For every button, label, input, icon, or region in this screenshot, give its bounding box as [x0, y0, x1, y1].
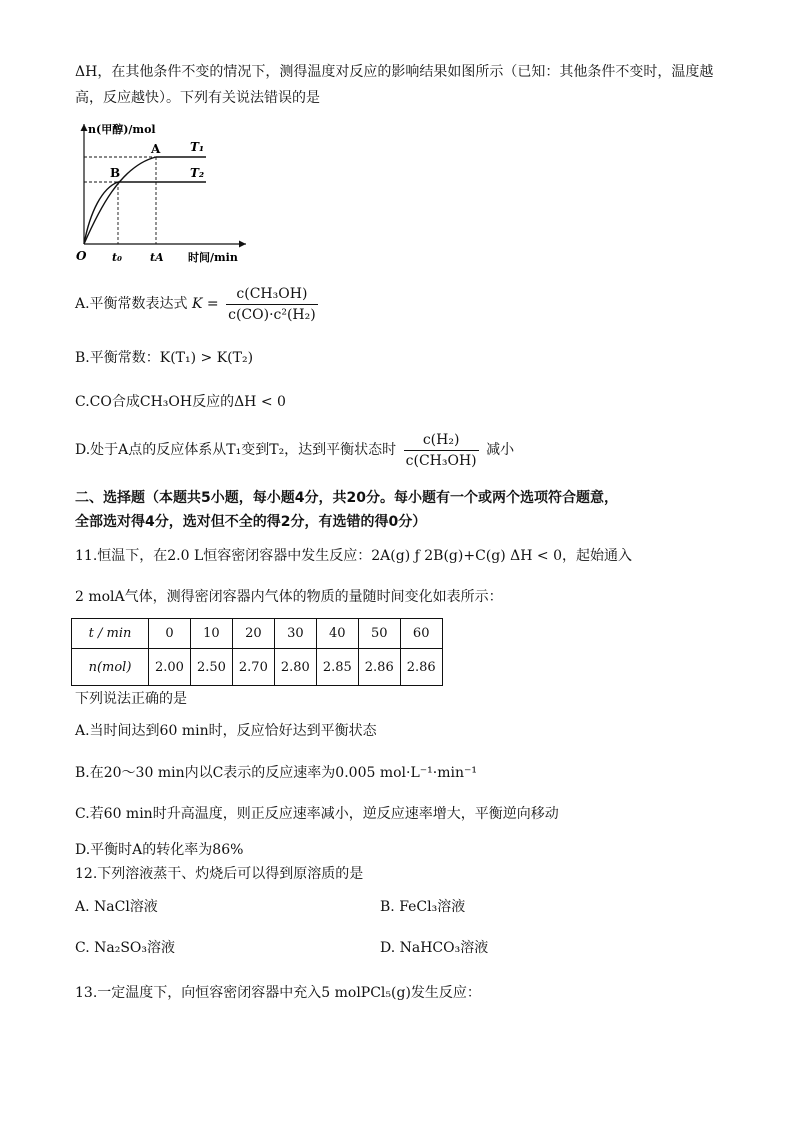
- q13-stem: 13.一定温度下，向恒容密闭容器中充入5 molPCl₅(g)发生反应：: [75, 985, 481, 1001]
- q12-option-c: C. Na₂SO₃溶液: [75, 940, 176, 956]
- table-cell: 2.80: [274, 649, 316, 686]
- tick-tA: tA: [150, 251, 164, 264]
- q11-option-b: B.在20～30 min内以C表示的反应速率为0.005 mol·L⁻¹·min⁻¹: [75, 765, 477, 781]
- curve-T2: [84, 182, 206, 244]
- table-row: [72, 619, 443, 649]
- q10-option-a: A.平衡常数表达式 K = $\frac{\text{c(CH₃OH)}}{\text{c(CO)·c²(H₂)}}$: [75, 285, 316, 323]
- q11-ask: 下列说法正确的是: [75, 691, 187, 707]
- q12-option-b: B. FeCl₃溶液: [380, 899, 466, 915]
- table-cell: 2.85: [316, 649, 358, 686]
- q11-stem-line-2: 2 molA气体，测得密闭容器内气体的物质的量随时间变化如表所示：: [75, 589, 503, 605]
- curve-T1-label: T₁: [190, 140, 205, 154]
- point-A-label: A: [151, 142, 161, 156]
- curve-T2-label: T₂: [190, 166, 205, 180]
- section-2-heading-line-1: 二、选择题（本题共5小题，每小题4分，共20分。每小题有一个或两个选项符合题意，: [75, 490, 618, 506]
- tick-t0: t₀: [112, 251, 122, 264]
- q12-option-d: D. NaHCO₃溶液: [380, 940, 489, 956]
- intro-line-1: ΔH，在其他条件不变的情况下，测得温度对反应的影响结果如图所示（已知：其他条件不变时，温度越: [75, 64, 714, 80]
- table-cell: 2.86: [400, 649, 442, 686]
- methanol-time-graph: [76, 120, 252, 268]
- table-header-cell: t / min: [72, 619, 149, 649]
- q11-option-c: C.若60 min时升高温度，则正反应速率减小，逆反应速率增大，平衡逆向移动: [75, 806, 559, 822]
- y-axis-label: n(甲醇)/mol: [88, 123, 156, 136]
- table-header-cell: 60: [400, 619, 442, 649]
- table-cell: n(mol): [72, 649, 149, 686]
- x-axis-label: 时间/min: [188, 251, 238, 264]
- intro-line-2: 高，反应越快）。下列有关说法错误的是: [75, 90, 320, 106]
- table-header-cell: 50: [358, 619, 400, 649]
- q10-option-b: B.平衡常数：K(T₁) > K(T₂): [75, 350, 254, 366]
- q11-option-d: D.平衡时A的转化率为86%: [75, 842, 244, 858]
- q10-a-fraction: $\frac{\text{c(CH₃OH)}}{\text{c(CO)·c²(H₂)}}$: [228, 285, 316, 323]
- q10-d-fraction: $\frac{\text{c(H₂)}}{\text{c(CH₃OH)}}$: [405, 431, 477, 469]
- table-cell: 2.00: [149, 649, 191, 686]
- q12-option-a: A. NaCl溶液: [75, 899, 158, 915]
- table-cell: 2.86: [358, 649, 400, 686]
- table-cell: 2.50: [190, 649, 232, 686]
- point-B-label: B: [110, 166, 121, 180]
- section-2-heading-line-2: 全部选对得4分，选对但不全的得2分，有选错的得0分）: [75, 514, 427, 530]
- table-header-cell: 30: [274, 619, 316, 649]
- q11-data-table: [71, 618, 443, 686]
- q12-stem: 12.下列溶液蒸干、灼烧后可以得到原溶质的是: [75, 866, 364, 882]
- table-header-cell: 10: [190, 619, 232, 649]
- q10-option-c: C.CO合成CH₃OH反应的ΔH < 0: [75, 394, 286, 410]
- q11-stem-line-1: 11.恒温下，在2.0 L恒容密闭容器中发生反应：2A(g) ƒ 2B(g)+C(g) ΔH < 0，起始通入: [75, 548, 632, 564]
- table-header-cell: 40: [316, 619, 358, 649]
- table-row: [72, 649, 443, 686]
- table-cell: 2.70: [232, 649, 274, 686]
- table-header-cell: 0: [149, 619, 191, 649]
- table-header-cell: 20: [232, 619, 274, 649]
- q11-option-a: A.当时间达到60 min时，反应恰好达到平衡状态: [75, 723, 377, 739]
- origin-label: O: [76, 249, 87, 263]
- q10-option-d: D.处于A点的反应体系从T₁变到T₂，达到平衡状态时 $\frac{\text{c(H₂)}}{\text{c(CH₃OH)}}$ 减小: [75, 431, 515, 469]
- curve-T1: [84, 157, 206, 244]
